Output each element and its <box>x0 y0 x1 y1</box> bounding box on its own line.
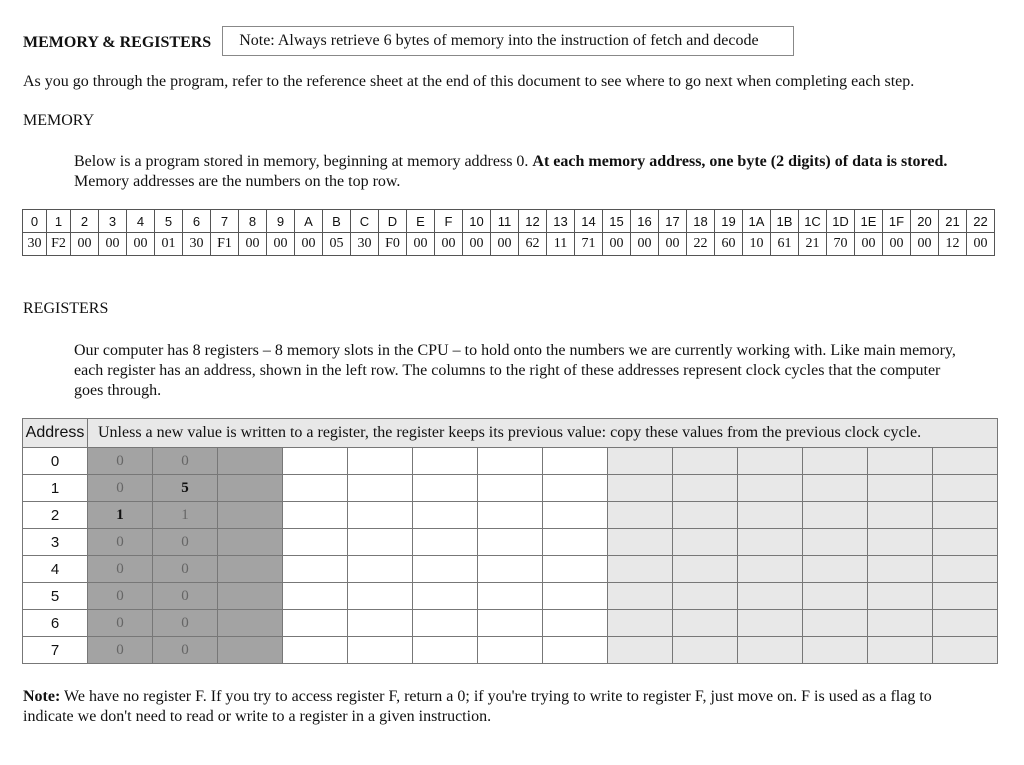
memory-address-cell: 6 <box>183 210 211 233</box>
register-empty-cell[interactable] <box>543 448 608 475</box>
memory-value-cell: 70 <box>827 233 855 256</box>
memory-address-row <box>23 210 995 233</box>
memory-address-cell: B <box>323 210 351 233</box>
register-empty-cell[interactable] <box>868 475 933 502</box>
memory-description <box>74 152 964 192</box>
register-empty-cell[interactable] <box>868 529 933 556</box>
register-empty-cell[interactable] <box>283 637 348 664</box>
register-address: 5 <box>23 583 88 610</box>
register-cycle-1: 0 <box>88 475 153 502</box>
note-box: Note: Always retrieve 6 bytes of memory into the instruction of fetch and decode <box>222 26 794 56</box>
register-cycle-2: 0 <box>153 610 218 637</box>
register-empty-cell[interactable] <box>543 529 608 556</box>
registers-table <box>22 418 998 664</box>
register-empty-cell[interactable] <box>348 637 413 664</box>
register-empty-cell[interactable] <box>933 583 998 610</box>
register-cycle-1: 0 <box>88 556 153 583</box>
register-cycle-2: 0 <box>153 556 218 583</box>
register-cycle-3[interactable] <box>218 475 283 502</box>
register-empty-cell[interactable] <box>608 529 673 556</box>
memory-address-cell: 1E <box>855 210 883 233</box>
memory-desc-prefix: Below is a program stored in memory, beginning at memory address 0. <box>74 153 533 170</box>
register-cycle-1: 0 <box>88 610 153 637</box>
memory-value-cell: 00 <box>435 233 463 256</box>
memory-address-cell: 1B <box>771 210 799 233</box>
registers-body <box>23 448 998 664</box>
memory-value-cell: 12 <box>939 233 967 256</box>
register-empty-cell[interactable] <box>348 610 413 637</box>
memory-value-cell: 00 <box>239 233 267 256</box>
memory-value-cell: F0 <box>379 233 407 256</box>
register-empty-cell[interactable] <box>608 610 673 637</box>
memory-address-cell: 20 <box>911 210 939 233</box>
register-empty-cell[interactable] <box>283 583 348 610</box>
memory-address-cell: 1A <box>743 210 771 233</box>
memory-value-cell: 00 <box>71 233 99 256</box>
memory-address-cell: 2 <box>71 210 99 233</box>
register-cycle-2: 0 <box>153 448 218 475</box>
register-row <box>23 475 998 502</box>
register-empty-cell[interactable] <box>413 448 478 475</box>
register-cycle-2: 0 <box>153 529 218 556</box>
memory-address-cell: 10 <box>463 210 491 233</box>
register-empty-cell[interactable] <box>608 637 673 664</box>
register-empty-cell[interactable] <box>413 637 478 664</box>
memory-value-cell: 00 <box>267 233 295 256</box>
register-row <box>23 583 998 610</box>
register-empty-cell[interactable] <box>738 583 803 610</box>
register-empty-cell[interactable] <box>478 475 543 502</box>
registers-description: Our computer has 8 registers – 8 memory slots in the CPU – to hold onto the numbers we are currently working with. Like main memory, each register has an address, shown in the left row. The columns to the right of these addresses represent clock cycles that the computer goes through. <box>74 342 956 399</box>
register-row <box>23 448 998 475</box>
register-cycle-3[interactable] <box>218 583 283 610</box>
memory-address-cell: 11 <box>491 210 519 233</box>
register-row <box>23 529 998 556</box>
memory-value-cell: 30 <box>23 233 47 256</box>
register-empty-cell[interactable] <box>348 529 413 556</box>
register-empty-cell[interactable] <box>543 475 608 502</box>
register-cycle-3[interactable] <box>218 556 283 583</box>
memory-value-cell: 30 <box>183 233 211 256</box>
memory-value-cell: 00 <box>407 233 435 256</box>
register-empty-cell[interactable] <box>803 610 868 637</box>
register-empty-cell[interactable] <box>413 610 478 637</box>
register-empty-cell[interactable] <box>478 556 543 583</box>
register-empty-cell[interactable] <box>608 502 673 529</box>
register-empty-cell[interactable] <box>868 610 933 637</box>
register-empty-cell[interactable] <box>803 556 868 583</box>
register-empty-cell[interactable] <box>478 448 543 475</box>
memory-value-cell: 01 <box>155 233 183 256</box>
register-address: 2 <box>23 502 88 529</box>
register-empty-cell[interactable] <box>868 556 933 583</box>
register-empty-cell[interactable] <box>413 475 478 502</box>
register-empty-cell[interactable] <box>803 637 868 664</box>
register-empty-cell[interactable] <box>673 610 738 637</box>
memory-address-cell: 9 <box>267 210 295 233</box>
memory-address-cell: 14 <box>575 210 603 233</box>
register-address: 7 <box>23 637 88 664</box>
register-empty-cell[interactable] <box>608 448 673 475</box>
title-row <box>23 26 794 56</box>
memory-value-cell: 11 <box>547 233 575 256</box>
register-empty-cell[interactable] <box>868 583 933 610</box>
register-cycle-3[interactable] <box>218 502 283 529</box>
memory-value-cell: 00 <box>967 233 995 256</box>
register-empty-cell[interactable] <box>283 502 348 529</box>
memory-value-cell: 00 <box>855 233 883 256</box>
registers-header-row <box>23 419 998 448</box>
memory-address-cell: 3 <box>99 210 127 233</box>
register-empty-cell[interactable] <box>803 448 868 475</box>
register-row <box>23 556 998 583</box>
memory-address-cell: 13 <box>547 210 575 233</box>
register-empty-cell[interactable] <box>478 610 543 637</box>
memory-value-cell: 30 <box>351 233 379 256</box>
register-row <box>23 610 998 637</box>
register-empty-cell[interactable] <box>608 583 673 610</box>
register-empty-cell[interactable] <box>283 529 348 556</box>
register-empty-cell[interactable] <box>348 556 413 583</box>
register-empty-cell[interactable] <box>413 502 478 529</box>
memory-address-cell: 1F <box>883 210 911 233</box>
memory-value-cell: F2 <box>47 233 71 256</box>
memory-desc-suffix: Memory addresses are the numbers on the top row. <box>74 173 401 190</box>
memory-address-cell: 18 <box>687 210 715 233</box>
register-cycle-1: 0 <box>88 637 153 664</box>
memory-value-cell: 00 <box>99 233 127 256</box>
register-empty-cell[interactable] <box>283 475 348 502</box>
register-empty-cell[interactable] <box>803 529 868 556</box>
memory-address-cell: 1C <box>799 210 827 233</box>
memory-value-cell: 62 <box>519 233 547 256</box>
memory-value-row <box>23 233 995 256</box>
register-empty-cell[interactable] <box>803 502 868 529</box>
footer-note-text: We have no register F. If you try to access register F, return a 0; if you're trying to write to register F, just move on. F is used as a flag to indicate we don't need to read or write to a register in a given instruction. <box>23 688 932 725</box>
register-empty-cell[interactable] <box>673 637 738 664</box>
register-empty-cell[interactable] <box>673 448 738 475</box>
memory-address-cell: 22 <box>967 210 995 233</box>
memory-address-cell: 5 <box>155 210 183 233</box>
memory-address-cell: 15 <box>603 210 631 233</box>
memory-value-cell: 00 <box>631 233 659 256</box>
register-empty-cell[interactable] <box>673 502 738 529</box>
memory-value-cell: F1 <box>211 233 239 256</box>
memory-address-cell: 19 <box>715 210 743 233</box>
register-cycle-3[interactable] <box>218 529 283 556</box>
memory-address-cell: E <box>407 210 435 233</box>
register-empty-cell[interactable] <box>673 475 738 502</box>
register-empty-cell[interactable] <box>543 502 608 529</box>
register-empty-cell[interactable] <box>478 583 543 610</box>
register-empty-cell[interactable] <box>608 475 673 502</box>
register-empty-cell[interactable] <box>478 529 543 556</box>
memory-address-cell: 7 <box>211 210 239 233</box>
register-empty-cell[interactable] <box>868 637 933 664</box>
memory-desc-bold: At each memory address, one byte (2 digits) of data is stored. <box>532 153 948 170</box>
register-empty-cell[interactable] <box>283 448 348 475</box>
register-empty-cell[interactable] <box>868 448 933 475</box>
footer-note <box>23 687 983 727</box>
address-header: Address <box>23 419 88 448</box>
memory-address-cell: 16 <box>631 210 659 233</box>
register-empty-cell[interactable] <box>673 556 738 583</box>
register-empty-cell[interactable] <box>738 556 803 583</box>
register-empty-cell[interactable] <box>283 610 348 637</box>
register-empty-cell[interactable] <box>608 556 673 583</box>
register-cycle-1: 1 <box>88 502 153 529</box>
register-cycle-3[interactable] <box>218 448 283 475</box>
register-empty-cell[interactable] <box>933 502 998 529</box>
register-empty-cell[interactable] <box>803 475 868 502</box>
intro-text: As you go through the program, refer to the reference sheet at the end of this document to see where to go next when completing each step. <box>23 73 915 90</box>
register-empty-cell[interactable] <box>543 583 608 610</box>
page-title: MEMORY & REGISTERS <box>23 34 212 51</box>
memory-value-cell: 21 <box>799 233 827 256</box>
memory-address-cell: C <box>351 210 379 233</box>
register-cycle-2: 0 <box>153 583 218 610</box>
memory-address-cell: 17 <box>659 210 687 233</box>
register-empty-cell[interactable] <box>478 502 543 529</box>
memory-address-cell: D <box>379 210 407 233</box>
register-cycle-2: 1 <box>153 502 218 529</box>
memory-address-cell: F <box>435 210 463 233</box>
register-row <box>23 502 998 529</box>
memory-value-cell: 00 <box>659 233 687 256</box>
memory-value-cell: 22 <box>687 233 715 256</box>
register-empty-cell[interactable] <box>478 637 543 664</box>
register-address: 3 <box>23 529 88 556</box>
register-cycle-3[interactable] <box>218 610 283 637</box>
memory-value-cell: 71 <box>575 233 603 256</box>
memory-address-cell: 1 <box>47 210 71 233</box>
register-empty-cell[interactable] <box>738 448 803 475</box>
memory-value-cell: 00 <box>883 233 911 256</box>
register-empty-cell[interactable] <box>348 475 413 502</box>
register-empty-cell[interactable] <box>348 502 413 529</box>
memory-value-cell: 00 <box>127 233 155 256</box>
register-address: 1 <box>23 475 88 502</box>
register-empty-cell[interactable] <box>738 610 803 637</box>
register-empty-cell[interactable] <box>543 556 608 583</box>
register-address: 6 <box>23 610 88 637</box>
register-cycle-1: 0 <box>88 583 153 610</box>
register-empty-cell[interactable] <box>348 448 413 475</box>
register-empty-cell[interactable] <box>413 529 478 556</box>
register-empty-cell[interactable] <box>933 529 998 556</box>
memory-address-cell: 0 <box>23 210 47 233</box>
memory-table <box>22 209 995 256</box>
registers-header-text: Unless a new value is written to a register, the register keeps its previous value: copy these values from the previous clock cycle. <box>88 419 998 448</box>
memory-address-cell: A <box>295 210 323 233</box>
memory-value-cell: 61 <box>771 233 799 256</box>
register-empty-cell[interactable] <box>738 475 803 502</box>
memory-value-cell: 60 <box>715 233 743 256</box>
register-empty-cell[interactable] <box>868 502 933 529</box>
memory-value-cell: 00 <box>295 233 323 256</box>
register-empty-cell[interactable] <box>933 448 998 475</box>
register-empty-cell[interactable] <box>543 610 608 637</box>
register-cycle-2: 5 <box>153 475 218 502</box>
memory-address-cell: 8 <box>239 210 267 233</box>
register-cycle-1: 0 <box>88 529 153 556</box>
register-empty-cell[interactable] <box>933 556 998 583</box>
register-empty-cell[interactable] <box>673 529 738 556</box>
register-cycle-1: 0 <box>88 448 153 475</box>
register-empty-cell[interactable] <box>933 610 998 637</box>
register-cycle-3[interactable] <box>218 637 283 664</box>
register-empty-cell[interactable] <box>673 583 738 610</box>
footer-note-label: Note: <box>23 688 61 705</box>
memory-address-cell: 12 <box>519 210 547 233</box>
memory-value-cell: 05 <box>323 233 351 256</box>
memory-value-cell: 00 <box>463 233 491 256</box>
register-cycle-2: 0 <box>153 637 218 664</box>
memory-value-cell: 00 <box>603 233 631 256</box>
register-row <box>23 637 998 664</box>
memory-section-title: MEMORY <box>23 112 95 129</box>
register-empty-cell[interactable] <box>738 529 803 556</box>
register-empty-cell[interactable] <box>283 556 348 583</box>
register-address: 0 <box>23 448 88 475</box>
memory-value-cell: 00 <box>491 233 519 256</box>
memory-address-cell: 1D <box>827 210 855 233</box>
register-empty-cell[interactable] <box>738 637 803 664</box>
register-empty-cell[interactable] <box>413 556 478 583</box>
register-address: 4 <box>23 556 88 583</box>
register-empty-cell[interactable] <box>413 583 478 610</box>
register-empty-cell[interactable] <box>348 583 413 610</box>
memory-address-cell: 21 <box>939 210 967 233</box>
register-empty-cell[interactable] <box>933 475 998 502</box>
memory-value-cell: 00 <box>911 233 939 256</box>
memory-value-cell: 10 <box>743 233 771 256</box>
registers-section-title: REGISTERS <box>23 300 109 317</box>
register-empty-cell[interactable] <box>933 637 998 664</box>
register-empty-cell[interactable] <box>803 583 868 610</box>
memory-address-cell: 4 <box>127 210 155 233</box>
register-empty-cell[interactable] <box>543 637 608 664</box>
register-empty-cell[interactable] <box>738 502 803 529</box>
